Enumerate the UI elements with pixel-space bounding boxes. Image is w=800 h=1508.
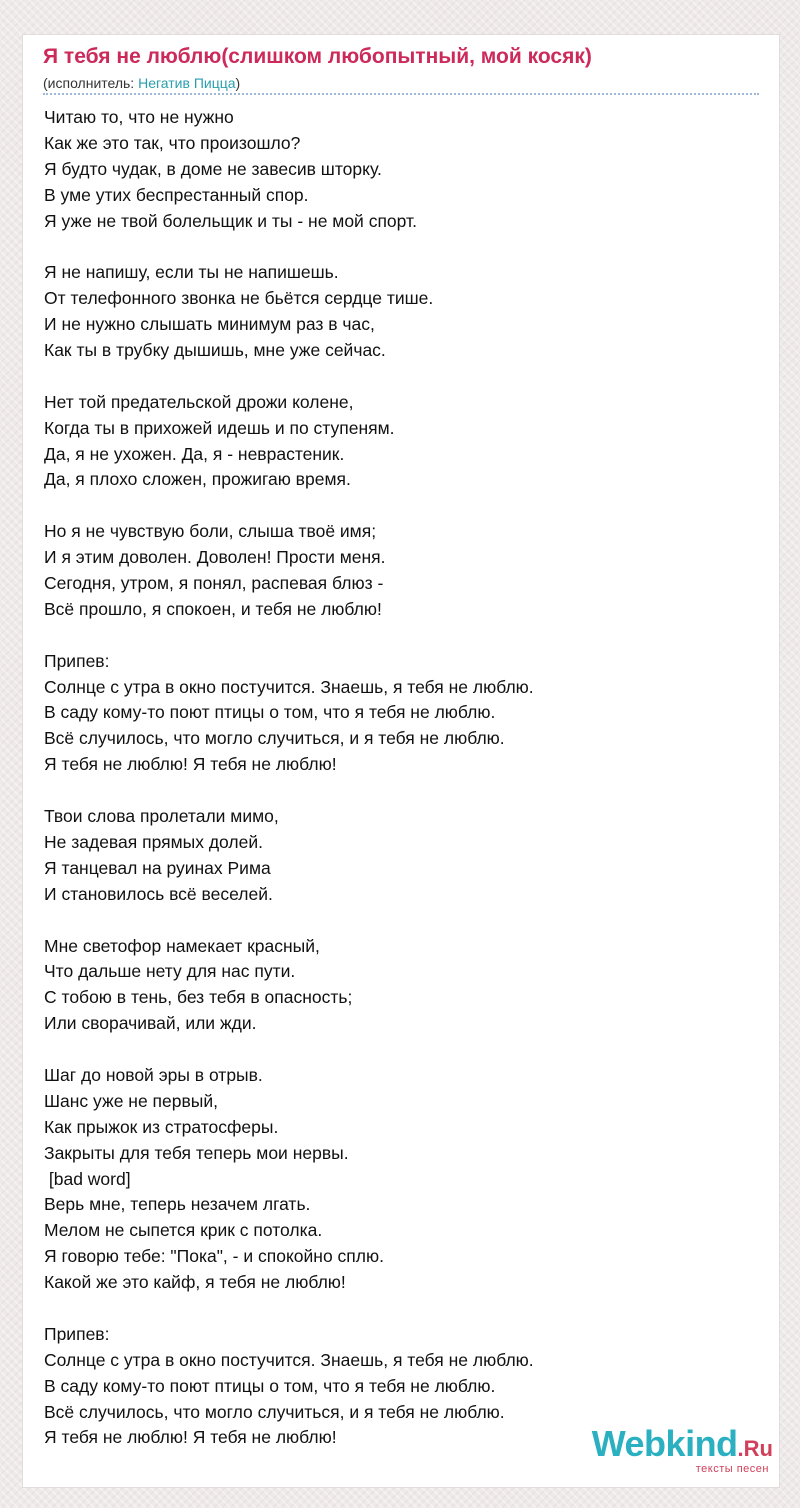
lyric-line: Твои слова пролетали мимо, [44,806,279,827]
lyric-line: Когда ты в прихожей идешь и по ступеням. [44,417,395,438]
lyric-line: Как прыжок из стратосферы. [44,1116,279,1137]
lyric-line: Всё случилось, что могло случиться, и я тебя не люблю. [44,1401,505,1422]
lyric-line: Припев: [44,1323,110,1344]
lyric-line: Но я не чувствую боли, слыша твоё имя; [44,521,377,542]
lyric-line: И не нужно слышать минимум раз в час, [44,314,375,335]
lyric-line: С тобою в тень, без тебя в опасность; [44,987,353,1008]
lyric-line: Солнце с утра в окно постучится. Знаешь, я тебя не люблю. [44,1349,534,1370]
lyric-line: Припев: [44,650,110,671]
lyric-line: Всё случилось, что могло случиться, и я тебя не люблю. [44,728,505,749]
lyric-line: Что дальше нету для нас пути. [44,961,296,982]
lyric-blank-line [44,493,744,519]
lyric-line: В уме утих беспрестанный спор. [44,184,309,205]
site-logo[interactable] [591,1423,773,1475]
lyric-line: От телефонного звонка не бьётся сердце тише. [44,288,434,309]
lyric-line: И становилось всё веселей. [44,883,273,904]
lyric-blank-line [44,908,744,934]
artist-prefix: (исполнитель: [43,75,139,91]
artist-line [43,75,240,91]
lyric-line: Шаг до новой эры в отрыв. [44,1064,263,1085]
lyric-line: И я этим доволен. Доволен! Прости меня. [44,547,386,568]
lyrics-text [44,105,744,1451]
lyric-line: Я танцевал на руинах Рима [44,857,271,878]
lyric-line: Верь мне, теперь незачем лгать. [44,1194,311,1215]
lyric-line: Читаю то, что не нужно [44,107,234,127]
lyric-line: В саду кому-то поют птицы о том, что я тебя не люблю. [44,702,496,723]
lyric-line: Я не напишу, если ты не напишешь. [44,262,339,283]
lyric-line: Я говорю тебе: "Пока", - и спокойно сплю. [44,1246,384,1267]
lyric-line: Да, я не ухожен. Да, я - неврастеник. [44,443,345,464]
lyric-line: Да, я плохо сложен, прожигаю время. [44,469,351,490]
lyric-line: [bad word] [44,1168,131,1189]
lyric-blank-line [44,1037,744,1063]
lyric-line: Мелом не сыпется крик с потолка. [44,1220,323,1241]
lyric-line: Мне светофор намекает красный, [44,935,320,956]
lyric-line: Я будто чудак, в доме не завесив шторку. [44,158,382,179]
lyric-line: Сегодня, утром, я понял, распевая блюз - [44,573,384,594]
lyric-blank-line [44,1296,744,1322]
lyric-blank-line [44,623,744,649]
lyric-line: Нет той предательской дрожи колене, [44,391,354,412]
lyric-line: Я тебя не люблю! Я тебя не люблю! [44,754,337,775]
lyric-line: Солнце с утра в окно постучится. Знаешь, я тебя не люблю. [44,676,534,697]
artist-suffix: ) [235,75,241,91]
lyric-line: Всё прошло, я спокоен, и тебя не люблю! [44,598,382,619]
logo-tagline: тексты песен [695,1463,769,1475]
lyrics-card [22,34,780,1488]
logo-tld: .Ru [737,1436,773,1461]
lyric-line: Я уже не твой болельщик и ты - не мой спорт. [44,210,417,231]
lyric-line: Закрыты для тебя теперь мои нервы. [44,1142,349,1163]
lyric-line: Как ты в трубку дышишь, мне уже сейчас. [44,340,386,361]
lyric-blank-line [44,234,744,260]
song-title: Я тебя не люблю(слишком любопытный, мой косяк) [43,45,592,68]
title-divider [43,93,759,95]
logo-main: Webkind [591,1423,738,1464]
artist-link[interactable]: Негатив Пицца [138,75,236,91]
lyric-line: Не задевая прямых долей. [44,831,263,852]
lyric-blank-line [44,778,744,804]
lyric-line: Шанс уже не первый, [44,1090,219,1111]
lyric-line: В саду кому-то поют птицы о том, что я тебя не люблю. [44,1375,496,1396]
lyric-line: Я тебя не люблю! Я тебя не люблю! [44,1427,337,1448]
lyric-line: Какой же это кайф, я тебя не люблю! [44,1272,346,1293]
lyric-line: Или сворачивай, или жди. [44,1013,257,1034]
lyric-line: Как же это так, что произошло? [44,132,301,153]
lyric-blank-line [44,364,744,390]
